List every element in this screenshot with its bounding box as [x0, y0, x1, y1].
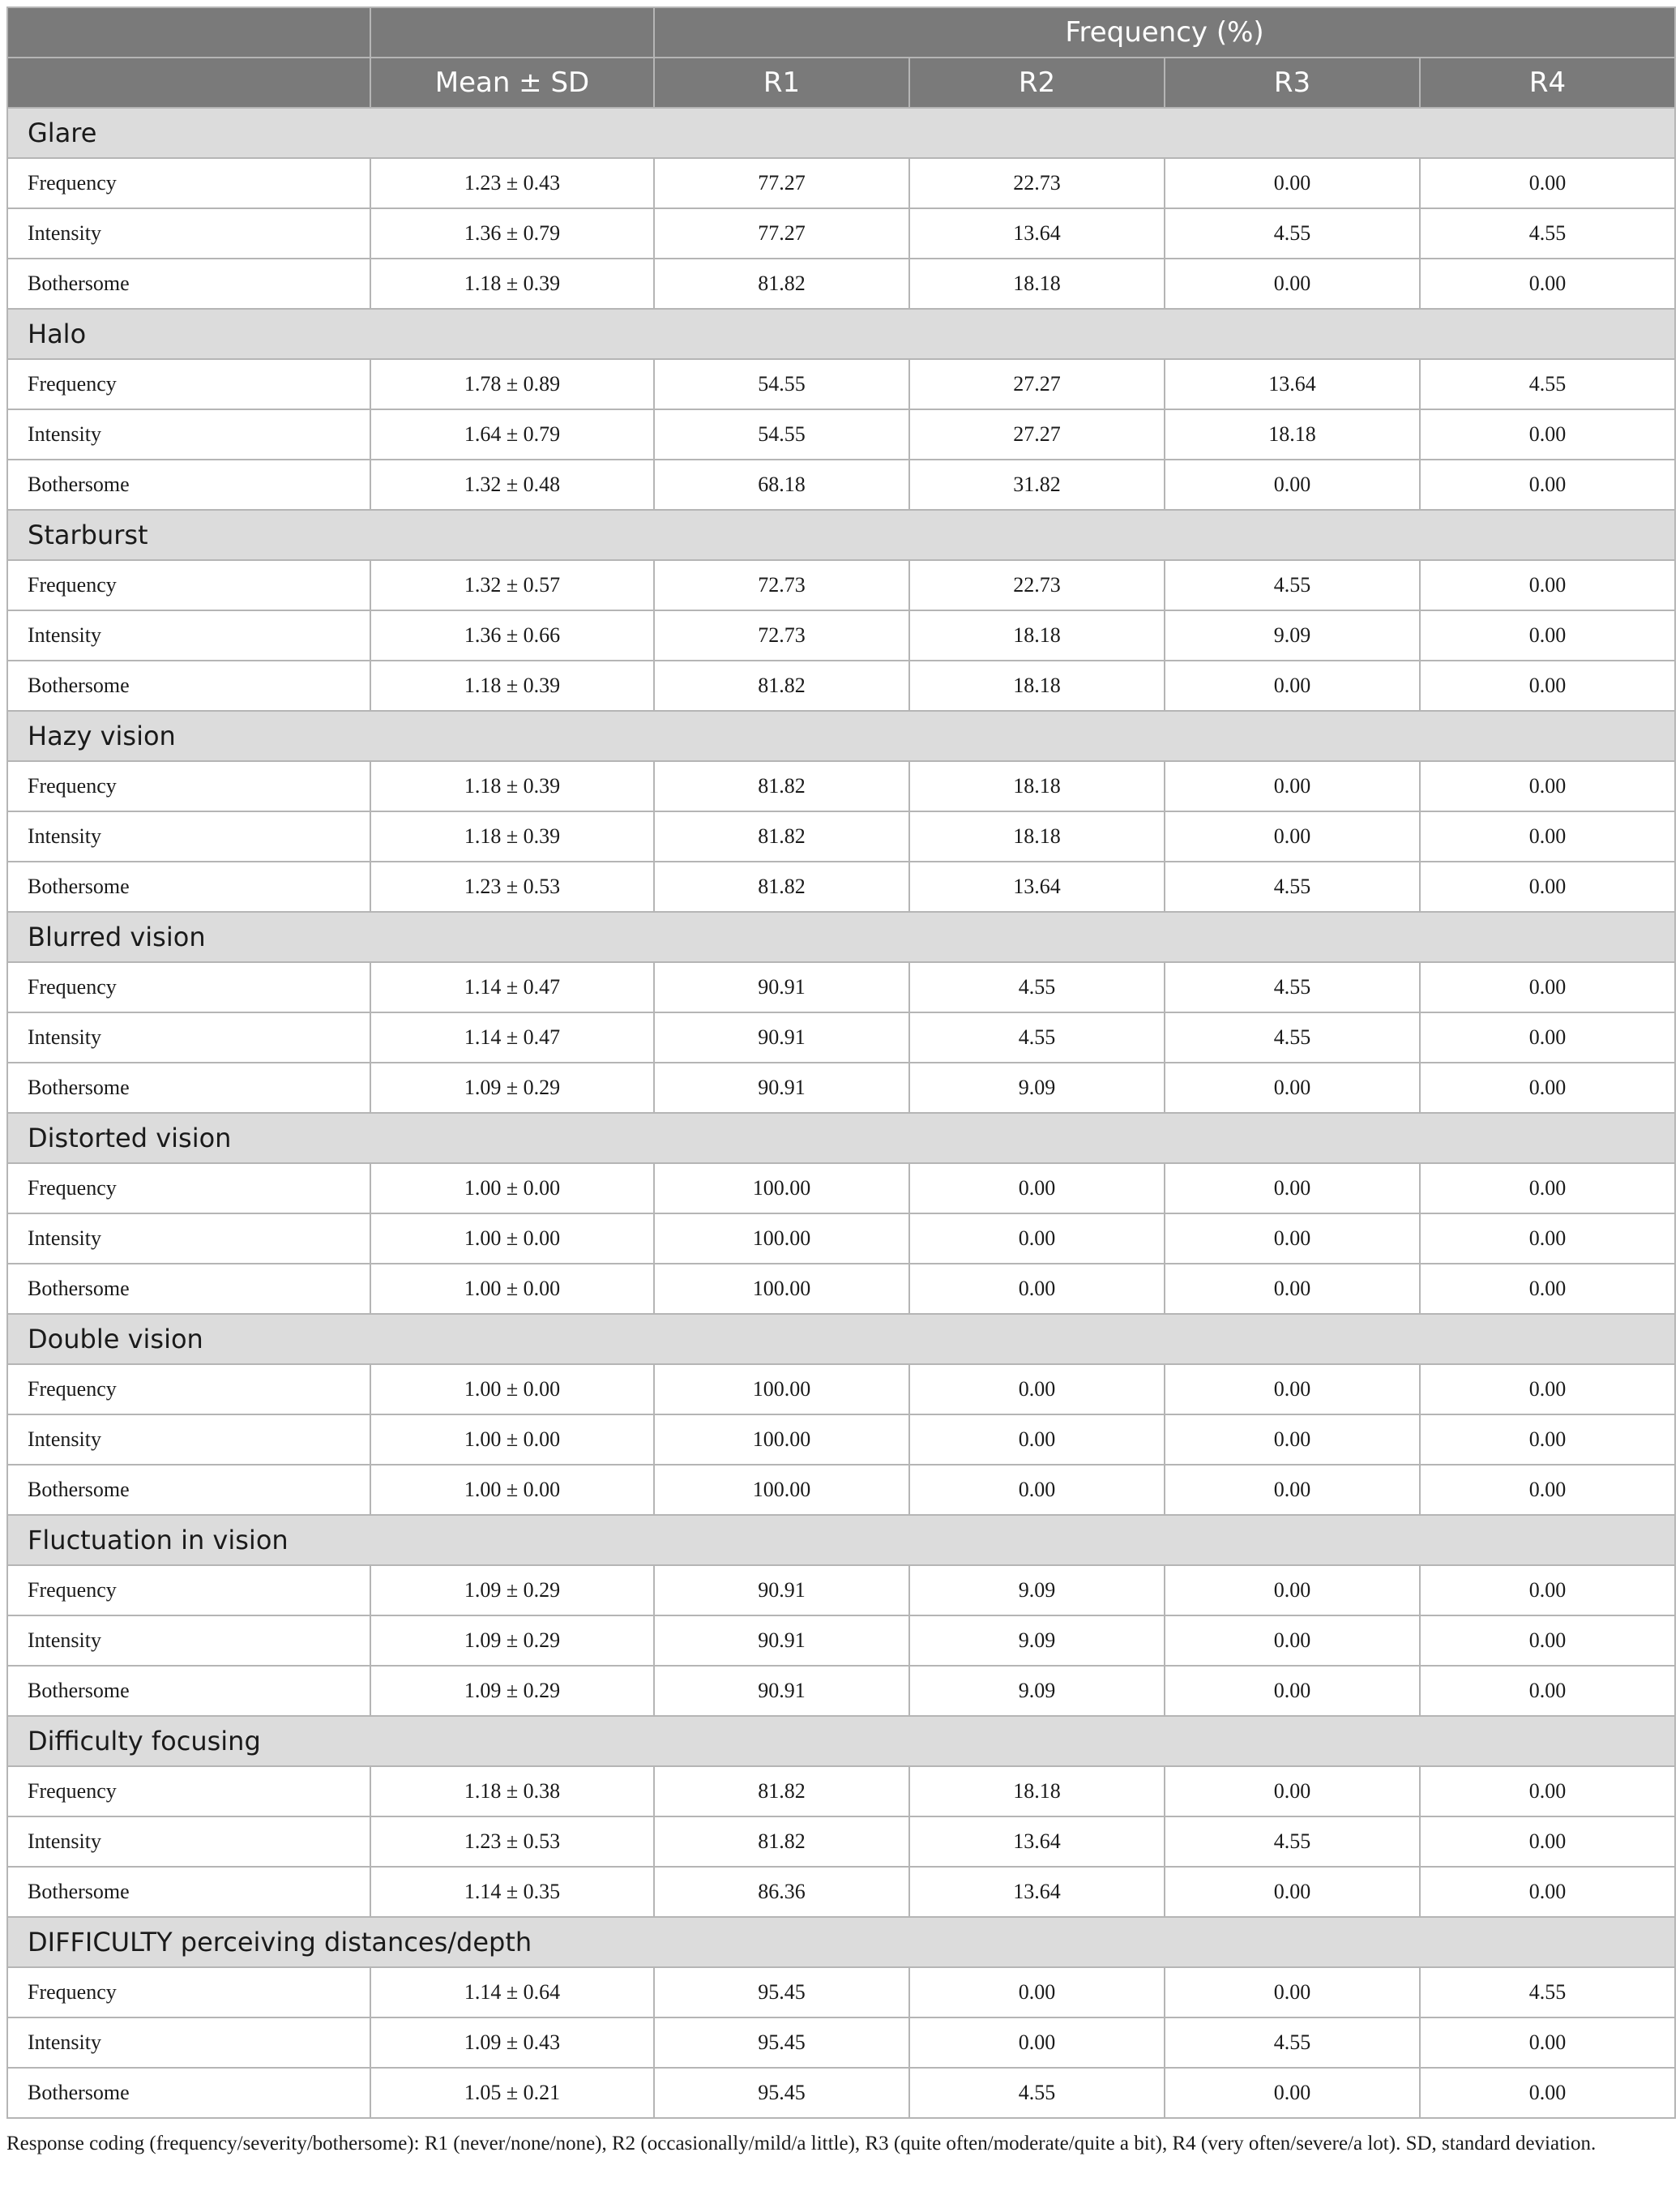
r2-cell: 22.73 [909, 158, 1165, 208]
r3-cell: 0.00 [1165, 1163, 1420, 1213]
row-label: Intensity [7, 1012, 370, 1063]
r2-cell: 0.00 [909, 1465, 1165, 1515]
section-header-row [7, 1917, 1675, 1967]
section-title: Starburst [7, 510, 1675, 560]
row-label: Bothersome [7, 862, 370, 912]
header-row-group [7, 7, 1675, 58]
table-row [7, 359, 1675, 409]
r1-cell: 100.00 [654, 1213, 909, 1264]
r2-cell: 9.09 [909, 1565, 1165, 1615]
row-label: Intensity [7, 1615, 370, 1666]
r1-cell: 90.91 [654, 1615, 909, 1666]
section-header-row [7, 510, 1675, 560]
r1-cell: 68.18 [654, 460, 909, 510]
table-row [7, 560, 1675, 610]
r2-cell: 0.00 [909, 1967, 1165, 2017]
row-label: Bothersome [7, 2068, 370, 2118]
r4-cell: 0.00 [1420, 1465, 1675, 1515]
header-blank-cell-mean [370, 7, 654, 58]
r4-cell: 4.55 [1420, 1967, 1675, 2017]
r2-cell: 27.27 [909, 359, 1165, 409]
r1-cell: 81.82 [654, 811, 909, 862]
r1-cell: 72.73 [654, 560, 909, 610]
r1-cell: 81.82 [654, 259, 909, 309]
r3-cell: 0.00 [1165, 1213, 1420, 1264]
r3-cell: 0.00 [1165, 1766, 1420, 1816]
r3-cell: 0.00 [1165, 259, 1420, 309]
r2-cell: 13.64 [909, 862, 1165, 912]
r3-cell: 0.00 [1165, 1565, 1420, 1615]
r2-cell: 9.09 [909, 1063, 1165, 1113]
mean-sd-cell: 1.23 ± 0.43 [370, 158, 654, 208]
table-row [7, 460, 1675, 510]
mean-sd-cell: 1.18 ± 0.39 [370, 661, 654, 711]
mean-sd-cell: 1.18 ± 0.39 [370, 811, 654, 862]
r4-cell: 0.00 [1420, 1364, 1675, 1414]
r3-cell: 0.00 [1165, 1615, 1420, 1666]
r1-cell: 90.91 [654, 962, 909, 1012]
r4-cell: 0.00 [1420, 560, 1675, 610]
r4-cell: 4.55 [1420, 208, 1675, 259]
r2-cell: 18.18 [909, 259, 1165, 309]
mean-sd-cell: 1.32 ± 0.57 [370, 560, 654, 610]
r3-cell: 0.00 [1165, 1063, 1420, 1113]
r4-cell: 0.00 [1420, 761, 1675, 811]
r2-cell: 9.09 [909, 1615, 1165, 1666]
r1-cell: 100.00 [654, 1414, 909, 1465]
r3-cell: 0.00 [1165, 460, 1420, 510]
row-label: Intensity [7, 1816, 370, 1867]
mean-sd-cell: 1.32 ± 0.48 [370, 460, 654, 510]
mean-sd-cell: 1.18 ± 0.39 [370, 761, 654, 811]
r4-cell: 0.00 [1420, 1012, 1675, 1063]
section-header-row [7, 1716, 1675, 1766]
r1-cell: 81.82 [654, 761, 909, 811]
table-row [7, 962, 1675, 1012]
mean-sd-cell: 1.14 ± 0.47 [370, 962, 654, 1012]
row-label: Intensity [7, 610, 370, 661]
table-row [7, 1615, 1675, 1666]
table-row [7, 158, 1675, 208]
r1-cell: 54.55 [654, 409, 909, 460]
section-title: Glare [7, 108, 1675, 158]
r3-cell: 0.00 [1165, 1666, 1420, 1716]
mean-sd-cell: 1.09 ± 0.29 [370, 1565, 654, 1615]
table-row [7, 1063, 1675, 1113]
section-header-row [7, 711, 1675, 761]
table-row [7, 208, 1675, 259]
r3-cell: 4.55 [1165, 208, 1420, 259]
section-title: Halo [7, 309, 1675, 359]
mean-sd-cell: 1.09 ± 0.29 [370, 1063, 654, 1113]
section-title: Double vision [7, 1314, 1675, 1364]
header-r1: R1 [654, 58, 909, 108]
row-label: Bothersome [7, 460, 370, 510]
r3-cell: 0.00 [1165, 1364, 1420, 1414]
r3-cell: 0.00 [1165, 1967, 1420, 2017]
r3-cell: 0.00 [1165, 1264, 1420, 1314]
r3-cell: 0.00 [1165, 811, 1420, 862]
table-row [7, 661, 1675, 711]
r4-cell: 4.55 [1420, 359, 1675, 409]
r1-cell: 81.82 [654, 661, 909, 711]
r2-cell: 4.55 [909, 2068, 1165, 2118]
r4-cell: 0.00 [1420, 862, 1675, 912]
table-row [7, 1816, 1675, 1867]
table-container [6, 6, 1674, 2158]
r2-cell: 0.00 [909, 1264, 1165, 1314]
r3-cell: 4.55 [1165, 1012, 1420, 1063]
mean-sd-cell: 1.18 ± 0.39 [370, 259, 654, 309]
r2-cell: 0.00 [909, 1414, 1165, 1465]
row-label: Frequency [7, 1364, 370, 1414]
header-r2: R2 [909, 58, 1165, 108]
table-row [7, 409, 1675, 460]
r2-cell: 0.00 [909, 1364, 1165, 1414]
r1-cell: 90.91 [654, 1012, 909, 1063]
mean-sd-cell: 1.00 ± 0.00 [370, 1213, 654, 1264]
r2-cell: 22.73 [909, 560, 1165, 610]
r4-cell: 0.00 [1420, 460, 1675, 510]
r1-cell: 81.82 [654, 1766, 909, 1816]
r3-cell: 18.18 [1165, 409, 1420, 460]
r1-cell: 100.00 [654, 1364, 909, 1414]
mean-sd-cell: 1.09 ± 0.29 [370, 1615, 654, 1666]
row-label: Bothersome [7, 259, 370, 309]
row-label: Frequency [7, 359, 370, 409]
row-label: Bothersome [7, 1666, 370, 1716]
table-row [7, 1967, 1675, 2017]
r3-cell: 4.55 [1165, 2017, 1420, 2068]
mean-sd-cell: 1.23 ± 0.53 [370, 1816, 654, 1867]
table-row [7, 1163, 1675, 1213]
row-label: Frequency [7, 560, 370, 610]
r4-cell: 0.00 [1420, 1163, 1675, 1213]
row-label: Bothersome [7, 661, 370, 711]
r3-cell: 0.00 [1165, 661, 1420, 711]
r2-cell: 18.18 [909, 610, 1165, 661]
row-label: Bothersome [7, 1867, 370, 1917]
mean-sd-cell: 1.00 ± 0.00 [370, 1264, 654, 1314]
mean-sd-cell: 1.14 ± 0.47 [370, 1012, 654, 1063]
table-row [7, 1766, 1675, 1816]
r3-cell: 0.00 [1165, 1465, 1420, 1515]
mean-sd-cell: 1.14 ± 0.35 [370, 1867, 654, 1917]
row-label: Bothersome [7, 1264, 370, 1314]
table-header [7, 7, 1675, 108]
r1-cell: 81.82 [654, 862, 909, 912]
table-row [7, 862, 1675, 912]
r4-cell: 0.00 [1420, 1867, 1675, 1917]
table-row [7, 1264, 1675, 1314]
r1-cell: 54.55 [654, 359, 909, 409]
r3-cell: 4.55 [1165, 962, 1420, 1012]
mean-sd-cell: 1.09 ± 0.43 [370, 2017, 654, 2068]
r4-cell: 0.00 [1420, 1414, 1675, 1465]
section-title: Hazy vision [7, 711, 1675, 761]
r3-cell: 0.00 [1165, 761, 1420, 811]
r1-cell: 86.36 [654, 1867, 909, 1917]
table-row [7, 761, 1675, 811]
r1-cell: 100.00 [654, 1465, 909, 1515]
r3-cell: 0.00 [1165, 158, 1420, 208]
r3-cell: 4.55 [1165, 560, 1420, 610]
table-row [7, 1414, 1675, 1465]
table-row [7, 610, 1675, 661]
r1-cell: 77.27 [654, 158, 909, 208]
r2-cell: 18.18 [909, 811, 1165, 862]
r1-cell: 100.00 [654, 1264, 909, 1314]
row-label: Bothersome [7, 1465, 370, 1515]
row-label: Frequency [7, 962, 370, 1012]
row-label: Intensity [7, 409, 370, 460]
r3-cell: 4.55 [1165, 1816, 1420, 1867]
table-row [7, 1213, 1675, 1264]
mean-sd-cell: 1.00 ± 0.00 [370, 1465, 654, 1515]
r4-cell: 0.00 [1420, 811, 1675, 862]
r4-cell: 0.00 [1420, 2017, 1675, 2068]
table-body [7, 108, 1675, 2118]
mean-sd-cell: 1.09 ± 0.29 [370, 1666, 654, 1716]
mean-sd-cell: 1.14 ± 0.64 [370, 1967, 654, 2017]
table-footnote: Response coding (frequency/severity/bothersome): R1 (never/none/none), R2 (occasionally/mild/a little), R3 (quite often/moderate/quite a bit), R4 (very often/severe/a lot). SD, standard deviation. [6, 2133, 1597, 2154]
mean-sd-cell: 1.36 ± 0.66 [370, 610, 654, 661]
header-frequency-group: Frequency (%) [654, 7, 1675, 58]
mean-sd-cell: 1.00 ± 0.00 [370, 1364, 654, 1414]
mean-sd-cell: 1.36 ± 0.79 [370, 208, 654, 259]
r2-cell: 4.55 [909, 1012, 1165, 1063]
r4-cell: 0.00 [1420, 1264, 1675, 1314]
r1-cell: 95.45 [654, 2068, 909, 2118]
r3-cell: 9.09 [1165, 610, 1420, 661]
row-label: Frequency [7, 1565, 370, 1615]
r2-cell: 13.64 [909, 1867, 1165, 1917]
section-header-row [7, 309, 1675, 359]
r1-cell: 77.27 [654, 208, 909, 259]
r3-cell: 0.00 [1165, 2068, 1420, 2118]
r2-cell: 27.27 [909, 409, 1165, 460]
r4-cell: 0.00 [1420, 409, 1675, 460]
r4-cell: 0.00 [1420, 1063, 1675, 1113]
section-header-row [7, 912, 1675, 962]
r2-cell: 9.09 [909, 1666, 1165, 1716]
r2-cell: 0.00 [909, 2017, 1165, 2068]
header-blank-cell-label [7, 58, 370, 108]
mean-sd-cell: 1.64 ± 0.79 [370, 409, 654, 460]
table-row [7, 2017, 1675, 2068]
row-label: Frequency [7, 1766, 370, 1816]
table-row [7, 1364, 1675, 1414]
table-row [7, 1465, 1675, 1515]
r2-cell: 0.00 [909, 1213, 1165, 1264]
r2-cell: 4.55 [909, 962, 1165, 1012]
r1-cell: 81.82 [654, 1816, 909, 1867]
r4-cell: 0.00 [1420, 1565, 1675, 1615]
r4-cell: 0.00 [1420, 661, 1675, 711]
row-label: Frequency [7, 761, 370, 811]
row-label: Intensity [7, 1213, 370, 1264]
row-label: Frequency [7, 1163, 370, 1213]
r1-cell: 95.45 [654, 2017, 909, 2068]
table-row [7, 1012, 1675, 1063]
section-header-row [7, 1113, 1675, 1163]
r3-cell: 0.00 [1165, 1414, 1420, 1465]
table-row [7, 1565, 1675, 1615]
row-label: Intensity [7, 1414, 370, 1465]
section-title: Fluctuation in vision [7, 1515, 1675, 1565]
symptom-frequency-table [6, 6, 1676, 2119]
table-row [7, 259, 1675, 309]
r4-cell: 0.00 [1420, 1766, 1675, 1816]
row-label: Intensity [7, 811, 370, 862]
r4-cell: 0.00 [1420, 158, 1675, 208]
mean-sd-cell: 1.00 ± 0.00 [370, 1163, 654, 1213]
r2-cell: 18.18 [909, 1766, 1165, 1816]
mean-sd-cell: 1.00 ± 0.00 [370, 1414, 654, 1465]
section-header-row [7, 1515, 1675, 1565]
table-row [7, 2068, 1675, 2118]
r1-cell: 95.45 [654, 1967, 909, 2017]
mean-sd-cell: 1.78 ± 0.89 [370, 359, 654, 409]
r3-cell: 4.55 [1165, 862, 1420, 912]
row-label: Intensity [7, 208, 370, 259]
r1-cell: 90.91 [654, 1666, 909, 1716]
header-r4: R4 [1420, 58, 1675, 108]
section-title: Distorted vision [7, 1113, 1675, 1163]
r4-cell: 0.00 [1420, 610, 1675, 661]
table-row [7, 1666, 1675, 1716]
r2-cell: 18.18 [909, 761, 1165, 811]
r1-cell: 100.00 [654, 1163, 909, 1213]
r4-cell: 0.00 [1420, 259, 1675, 309]
section-title: Blurred vision [7, 912, 1675, 962]
r4-cell: 0.00 [1420, 1615, 1675, 1666]
row-label: Bothersome [7, 1063, 370, 1113]
r1-cell: 72.73 [654, 610, 909, 661]
section-title: Difficulty focusing [7, 1716, 1675, 1766]
header-mean-sd: Mean ± SD [370, 58, 654, 108]
table-row [7, 811, 1675, 862]
r2-cell: 18.18 [909, 661, 1165, 711]
r3-cell: 0.00 [1165, 1867, 1420, 1917]
table-row [7, 1867, 1675, 1917]
mean-sd-cell: 1.05 ± 0.21 [370, 2068, 654, 2118]
section-header-row [7, 1314, 1675, 1364]
header-row-columns [7, 58, 1675, 108]
row-label: Frequency [7, 1967, 370, 2017]
header-r3: R3 [1165, 58, 1420, 108]
r4-cell: 0.00 [1420, 1213, 1675, 1264]
r2-cell: 31.82 [909, 460, 1165, 510]
r1-cell: 90.91 [654, 1063, 909, 1113]
r1-cell: 90.91 [654, 1565, 909, 1615]
r2-cell: 0.00 [909, 1163, 1165, 1213]
r2-cell: 13.64 [909, 208, 1165, 259]
row-label: Frequency [7, 158, 370, 208]
header-blank-cell [7, 7, 370, 58]
section-title: DIFFICULTY perceiving distances/depth [7, 1917, 1675, 1967]
r4-cell: 0.00 [1420, 2068, 1675, 2118]
section-header-row [7, 108, 1675, 158]
r2-cell: 13.64 [909, 1816, 1165, 1867]
mean-sd-cell: 1.23 ± 0.53 [370, 862, 654, 912]
r4-cell: 0.00 [1420, 962, 1675, 1012]
r3-cell: 13.64 [1165, 359, 1420, 409]
row-label: Intensity [7, 2017, 370, 2068]
r4-cell: 0.00 [1420, 1816, 1675, 1867]
mean-sd-cell: 1.18 ± 0.38 [370, 1766, 654, 1816]
r4-cell: 0.00 [1420, 1666, 1675, 1716]
